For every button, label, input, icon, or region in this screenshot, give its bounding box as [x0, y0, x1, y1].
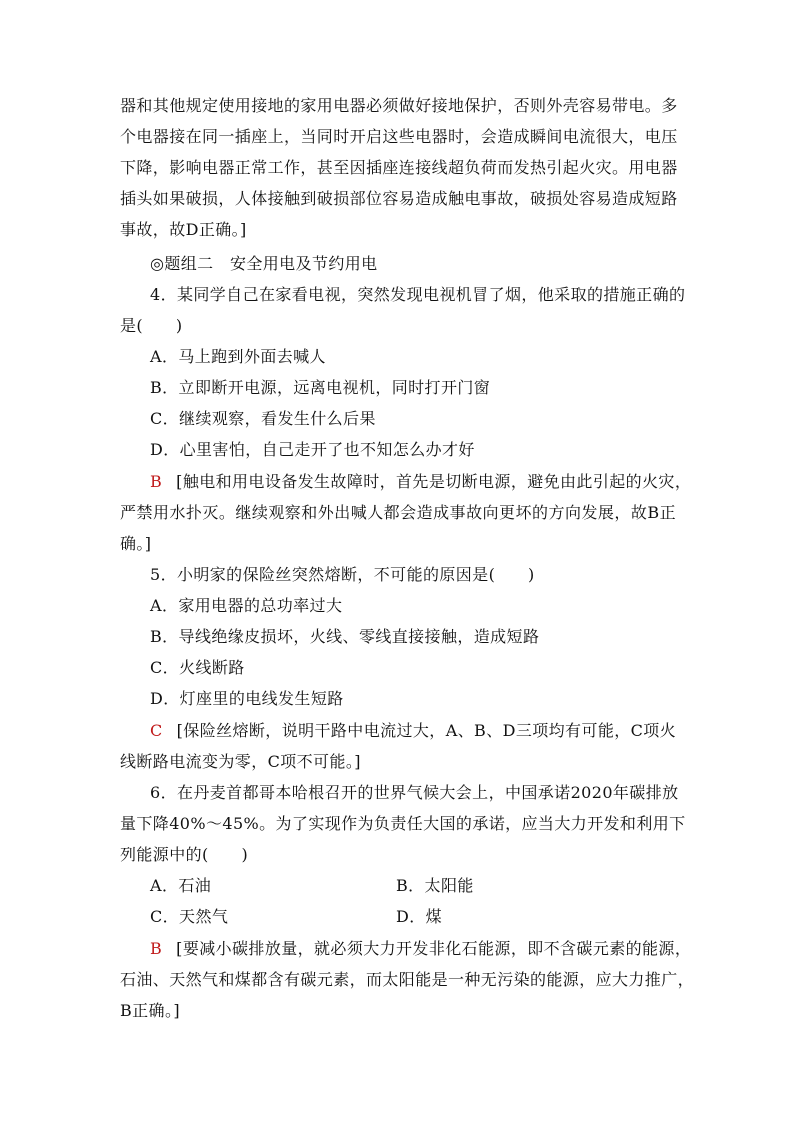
q5-stem: 5．小明家的保险丝突然熔断，不可能的原因是( ) [150, 565, 535, 584]
q6-explanation-line-2: 石油、天然气和煤都含有碳元素，而太阳能是一种无污染的能源，应大力推广， [120, 970, 695, 989]
q5-explanation-line-2: 线断路电流变为零，C项不可能。] [120, 752, 361, 771]
q3-explanation-line-4: 插头如果破损，人体接触到破损部位容易造成触电事故，破损处容易造成短路 [120, 189, 678, 208]
q5-option-a: A．家用电器的总功率过大 [150, 596, 343, 615]
q5-option-b: B．导线绝缘皮损坏，火线、零线直接接触，造成短路 [150, 627, 540, 646]
q4-explanation-text-1: [触电和用电设备发生故障时，首先是切断电源，避免由此引起的火灾， [176, 472, 692, 491]
section-title: ◎题组二 安全用电及节约用电 [150, 254, 378, 273]
q6-stem-line-2: 量下降40%～45%。为了实现作为负责任大国的承诺，应当大力开发和利用下 [120, 814, 686, 833]
q4-option-d: D．心里害怕，自己走开了也不知怎么办才好 [150, 440, 475, 459]
q4-answer: B [150, 472, 163, 491]
q6-answer: B [150, 939, 163, 958]
q6-explanation-text-1: [要减小碳排放量，就必须大力开发非化石能源，即不含碳元素的能源， [176, 939, 692, 958]
q3-explanation-line-3: 下降，影响电器正常工作，甚至因插座连接线超负荷而发热引起火灾。用电器 [120, 158, 678, 177]
q5-option-c: C．火线断路 [150, 658, 245, 677]
q3-explanation-line-1: 器和其他规定使用接地的家用电器必须做好接地保护，否则外壳容易带电。多 [120, 96, 678, 115]
q4-stem-line-1: 4．某同学自己在家看电视，突然发现电视机冒了烟，他采取的措施正确的 [150, 285, 686, 304]
q5-answer: C [150, 721, 163, 740]
q4-explanation-line-2: 严禁用水扑灭。继续观察和外出喊人都会造成事故向更坏的方向发展，故B正 [120, 503, 676, 522]
q3-explanation-line-2: 个电器接在同一插座上，当同时开启这些电器时，会造成瞬间电流很大，电压 [120, 127, 678, 146]
q6-options-row-1 [150, 876, 706, 896]
q4-explanation-line-3: 确。] [120, 534, 152, 553]
q6-explanation-line-1 [150, 939, 692, 959]
q6-stem-line-3: 列能源中的( ) [120, 845, 249, 864]
q4-option-c: C．继续观察，看发生什么后果 [150, 409, 376, 428]
q3-explanation-line-5: 事故，故D正确。] [120, 220, 247, 239]
q4-option-a: A．马上跑到外面去喊人 [150, 347, 326, 366]
q5-option-d: D．灯座里的电线发生短路 [150, 689, 344, 708]
q6-option-a: A．石油 [150, 876, 212, 895]
q5-explanation-line-1 [150, 721, 676, 741]
q6-stem-line-1: 6．在丹麦首都哥本哈根召开的世界气候大会上，中国承诺2020年碳排放 [150, 783, 679, 802]
q6-option-b: B．太阳能 [396, 876, 474, 895]
q6-option-d: D．煤 [396, 907, 443, 926]
q6-options-row-2 [150, 907, 706, 927]
q4-explanation-line-1 [150, 472, 692, 492]
q6-explanation-line-3: B正确。] [120, 1001, 181, 1020]
q4-option-b: B．立即断开电源，远离电视机，同时打开门窗 [150, 378, 491, 397]
q4-stem-line-2: 是( ) [120, 316, 183, 335]
q6-option-c: C．天然气 [150, 907, 229, 926]
q5-explanation-text-1: [保险丝熔断，说明干路中电流过大，A、B、D三项均有可能，C项火 [176, 721, 677, 740]
